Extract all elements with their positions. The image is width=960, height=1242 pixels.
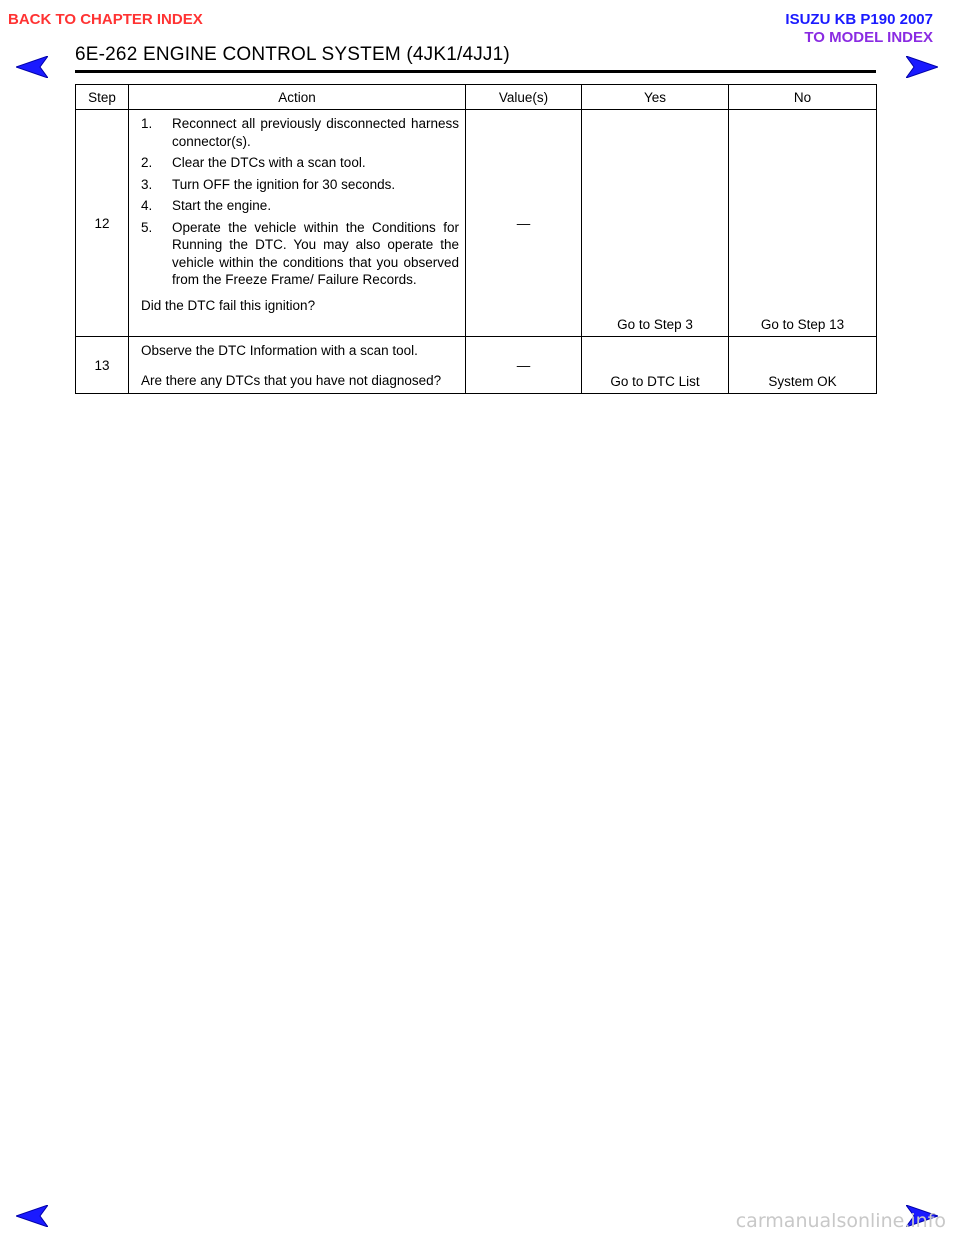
page-title: 6E-262 ENGINE CONTROL SYSTEM (4JK1/4JJ1): [75, 44, 510, 65]
watermark: carmanualsonline.info: [735, 1210, 946, 1232]
value-cell: —: [466, 337, 582, 394]
heading-divider: [75, 70, 876, 73]
header-yes: Yes: [582, 85, 729, 110]
to-model-index-link[interactable]: TO MODEL INDEX: [804, 29, 933, 46]
action-cell: [129, 337, 466, 394]
no-result: System OK: [729, 337, 877, 394]
list-item: 1. Reconnect all previously disconnected harness connector(s).: [141, 116, 459, 149]
next-page-arrow-icon[interactable]: [906, 56, 938, 78]
table-row: [76, 337, 877, 394]
list-item: 5. Operate the vehicle within the Conditions for Running the DTC. You may also operate the vehicle within the conditions that you observed from the Freeze Frame/ Failure Records.: [141, 219, 459, 287]
no-result: Go to Step 13: [729, 110, 877, 337]
action-question: Are there any DTCs that you have not diagnosed?: [141, 372, 442, 388]
previous-page-arrow-icon[interactable]: [16, 56, 48, 78]
diagnostic-table: [75, 84, 877, 394]
header-step: Step: [76, 85, 129, 110]
header-values: Value(s): [466, 85, 582, 110]
yes-result: Go to Step 3: [582, 110, 729, 337]
action-steps-list: [141, 115, 459, 289]
action-cell: [129, 110, 466, 337]
yes-result: Go to DTC List: [582, 337, 729, 394]
previous-page-arrow-icon[interactable]: [16, 1205, 48, 1227]
step-number: 13: [76, 337, 129, 394]
action-question: Did the DTC fail this ignition?: [141, 297, 316, 313]
model-title: ISUZU KB P190 2007: [785, 11, 933, 28]
list-item: 3. Turn OFF the ignition for 30 seconds.: [141, 176, 396, 192]
back-to-chapter-index-link[interactable]: BACK TO CHAPTER INDEX: [8, 11, 203, 28]
header-no: No: [729, 85, 877, 110]
action-instruction: Observe the DTC Information with a scan tool.: [141, 343, 418, 358]
list-item: 2. Clear the DTCs with a scan tool.: [141, 155, 366, 170]
step-number: 12: [76, 110, 129, 337]
header-action: Action: [129, 85, 466, 110]
value-cell: —: [466, 110, 582, 337]
table-row: [76, 110, 877, 337]
table-header-row: [76, 85, 877, 110]
list-item: 4. Start the engine.: [141, 198, 272, 213]
